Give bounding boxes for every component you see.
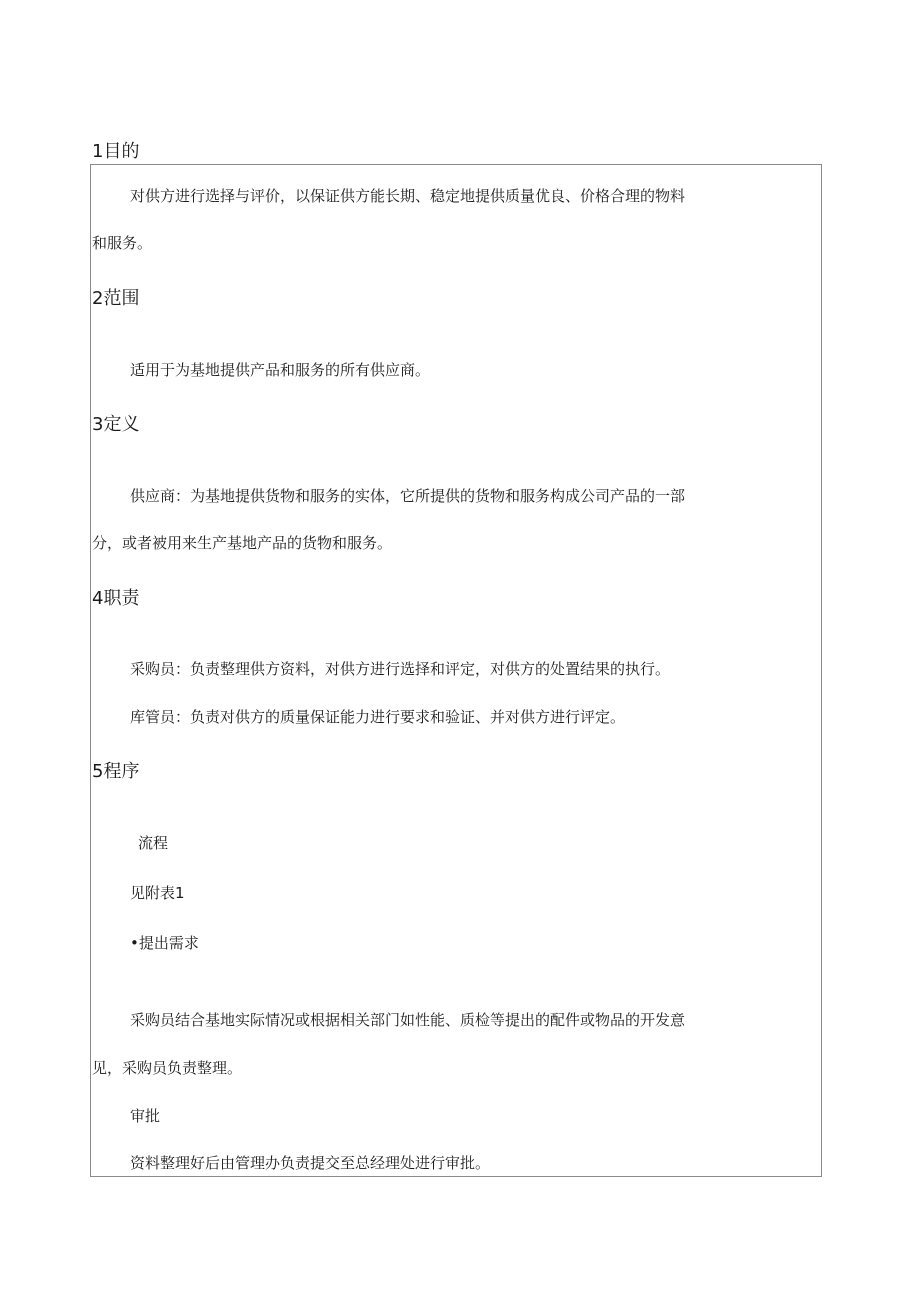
- warehouse-keeper-duty: 库管员：负责对供方的质量保证能力进行要求和验证、并对供方进行评定。: [130, 708, 626, 726]
- heading-definition: 3定义: [92, 414, 140, 435]
- purpose-text-line2: 和服务。: [92, 234, 153, 252]
- heading-purpose: 1目的: [92, 141, 140, 162]
- bullet-submit-demand: •提出需求: [130, 934, 199, 952]
- definition-text-line2: 分，或者被用来生产基地产品的货物和服务。: [92, 534, 393, 552]
- purpose-text-line1: 对供方进行选择与评价，以保证供方能长期、稳定地提供质量优良、价格合理的物料: [130, 187, 686, 205]
- approval-text: 资料整理好后由管理办负责提交至总经理处进行审批。: [130, 1154, 491, 1172]
- see-appendix: 见附表1: [130, 884, 185, 902]
- heading-scope: 2范围: [92, 288, 140, 309]
- demand-text-line2: 见，采购员负责整理。: [92, 1059, 243, 1077]
- flow-label: 流程: [138, 834, 169, 852]
- scope-text: 适用于为基地提供产品和服务的所有供应商。: [130, 361, 431, 379]
- approval-label: 审批: [130, 1107, 161, 1125]
- definition-text-line1: 供应商：为基地提供货物和服务的实体，它所提供的货物和服务构成公司产品的一部: [130, 487, 686, 505]
- demand-text-line1: 采购员结合基地实际情况或根据相关部门如性能、质检等提出的配件或物品的开发意: [130, 1011, 686, 1029]
- heading-procedure: 5程序: [92, 761, 140, 782]
- heading-responsibilities: 4职责: [92, 588, 140, 609]
- purchaser-duty: 采购员：负责整理供方资料，对供方进行选择和评定，对供方的处置结果的执行。: [130, 660, 671, 678]
